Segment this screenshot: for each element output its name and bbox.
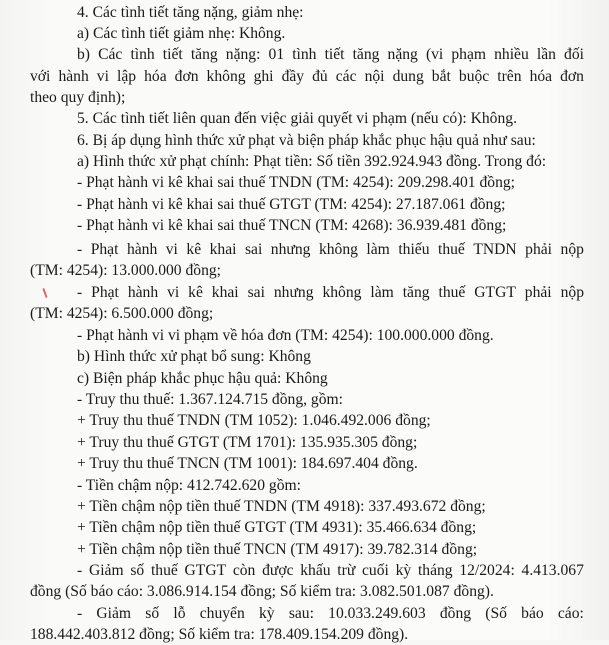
word: tháng <box>417 562 453 579</box>
word: các <box>335 68 357 85</box>
word: làm <box>366 241 390 258</box>
word: nhưng <box>270 241 311 258</box>
word: đơn <box>174 68 199 85</box>
word: nội <box>364 68 385 85</box>
word: 4.413.067 <box>521 562 584 579</box>
word: Các <box>98 46 123 63</box>
word: thuế <box>150 562 178 579</box>
word: được <box>262 562 294 579</box>
word: thuế <box>438 241 465 258</box>
word: - <box>77 284 83 301</box>
section-5-heading: 5. Các tình tiết liên quan đến việc giải quyết vi phạm (nếu có): Không. <box>77 110 517 127</box>
word: 12/2024: <box>459 562 515 579</box>
word: tiết <box>162 46 183 63</box>
word: đơn <box>560 68 584 85</box>
word: - <box>77 241 83 258</box>
late-payment-gtgt: + Tiền chậm nộp tiền thuế GTGT (TM 4931): 35.466.634 đồng; <box>77 519 477 536</box>
word: với <box>30 68 51 85</box>
word: b) <box>77 46 90 63</box>
word: thiếu <box>398 241 430 258</box>
penalty-item-no-increase-line-1 <box>77 283 584 303</box>
loss-carryforward-line-2: 188.442.403.812 đồng; Số kiểm tra: 178.409.154.209 đồng). <box>30 626 409 643</box>
tax-arrears-tndn: + Truy thu thuế TNDN (TM 1052): 1.046.492.006 đồng; <box>77 412 431 429</box>
word: nộp <box>560 241 584 258</box>
word: hành <box>127 284 159 301</box>
word: nhiều <box>494 46 529 63</box>
main-penalty: a) Hình thức xử phạt chính: Phạt tiền: Số tiền 392.924.943 đồng. Trong đó: <box>77 153 547 170</box>
word: tình <box>130 46 155 63</box>
word: chuyển <box>199 605 245 622</box>
penalty-item-gtgt: - Phạt hành vi kê khai sai thuế GTGT (TM: 4254): 27.187.061 đồng; <box>77 196 506 213</box>
word: kỳ <box>259 605 275 622</box>
word: lỗ <box>173 605 186 622</box>
vat-deduction-line-1 <box>77 561 584 581</box>
word: khai <box>209 241 237 258</box>
section-6-heading: 6. Bị áp dụng hình thức xử phạt và biện pháp khắc phục hậu quả như sau: <box>77 132 536 149</box>
word: đồng <box>439 605 472 622</box>
word: 01 <box>268 46 285 63</box>
penalty-item-tndn: - Phạt hành vi kê khai sai thuế TNDN (TM: 4254): 209.298.401 đồng; <box>77 174 516 191</box>
penalty-item-tncn: - Phạt hành vi kê khai sai thuế TNCN (TM: 4268): 36.939.481 đồng; <box>77 217 507 234</box>
word: đầy <box>281 68 305 85</box>
word: (Số <box>485 605 507 622</box>
word: nặng <box>387 46 418 63</box>
word: GTGT <box>474 284 516 301</box>
word: tăng <box>190 46 218 63</box>
word: không <box>318 241 358 258</box>
word: lần <box>536 46 556 63</box>
word: phải <box>524 284 552 301</box>
word: dung <box>392 68 424 85</box>
word: cuối <box>362 562 389 579</box>
loss-carryforward-line-1 <box>77 604 584 624</box>
pen-mark <box>42 288 47 298</box>
word: hành <box>58 68 89 85</box>
word: Phạt <box>91 284 119 301</box>
word: Phạt <box>90 241 119 258</box>
vat-deduction-line-2: đồng (Số báo cáo: 3.086.914.154 đồng; Số kiểm tra: 3.082.501.087 đồng). <box>30 583 494 600</box>
word: hóa <box>529 68 553 85</box>
word: sau: <box>288 605 314 622</box>
word: TNDN <box>473 241 517 258</box>
word: khai <box>211 284 239 301</box>
word: Giảm <box>88 562 124 579</box>
word: báo <box>521 605 544 622</box>
word: buộc <box>458 68 490 85</box>
word: 10.033.249.603 <box>328 605 426 622</box>
word: số <box>130 562 145 579</box>
word: còn <box>232 562 256 579</box>
section-4-heading: 4. Các tình tiết tăng nặng, giảm nhẹ: <box>77 4 304 21</box>
word: nặng: <box>225 46 261 63</box>
aggravating-circumstances-line-1 <box>77 45 584 65</box>
word: sai <box>247 284 265 301</box>
tax-arrears-total: - Truy thu thuế: 1.367.124.715 đồng, gồm: <box>77 391 343 408</box>
penalty-item-no-shortfall-line-1 <box>77 240 584 260</box>
word: sai <box>244 241 263 258</box>
word: tiết <box>324 46 345 63</box>
word: tăng <box>402 284 430 301</box>
mitigating-circumstances: a) Các tình tiết giảm nhẹ: Không. <box>77 25 286 42</box>
word: lập <box>116 68 137 85</box>
remedial-measures: c) Biện pháp khắc phục hậu quả: Không <box>77 370 328 387</box>
word: vi <box>165 241 178 258</box>
word: kỳ <box>395 562 412 579</box>
tax-arrears-tncn: + Truy thu thuế TNCN (TM 1001): 184.697.404 đồng. <box>77 455 418 472</box>
word: nộp <box>560 284 584 301</box>
edge-shadow <box>595 0 609 26</box>
word: phải <box>525 241 553 258</box>
word: tình <box>292 46 317 63</box>
word: tăng <box>352 46 380 63</box>
word: không <box>206 68 246 85</box>
word: (vi <box>425 46 444 63</box>
word: kê <box>186 241 202 258</box>
word: nhưng <box>273 284 314 301</box>
word: làm <box>370 284 394 301</box>
word: - <box>77 562 83 579</box>
word: GTGT <box>184 562 227 579</box>
additional-penalty: b) Hình thức xử phạt bổ sung: Không <box>77 348 311 365</box>
late-payment-tndn: + Tiền chậm nộp tiền thuế TNDN (TM 4918): 337.493.672 đồng; <box>77 498 486 515</box>
word: đủ <box>312 68 328 85</box>
word: số <box>145 605 160 622</box>
word: trừ <box>337 562 356 579</box>
word: bắt <box>431 68 451 85</box>
word: trên <box>497 68 522 85</box>
word: kê <box>188 284 203 301</box>
late-payment-total: - Tiền chậm nộp: 412.742.620 gồm: <box>77 477 301 494</box>
word: ghi <box>253 68 274 85</box>
aggravating-circumstances-line-3: theo quy định); <box>30 89 126 106</box>
penalty-item-no-increase-line-2: (TM: 4254): 6.500.000 đồng; <box>30 305 214 322</box>
tax-arrears-gtgt: + Truy thu thuế GTGT (TM 1701): 135.935.305 đồng; <box>77 434 418 451</box>
word: hành <box>126 241 158 258</box>
word: phạm <box>451 46 487 63</box>
aggravating-circumstances-line-2 <box>30 67 584 87</box>
word: - <box>77 605 83 622</box>
word: không <box>322 284 362 301</box>
word: hóa <box>144 68 167 85</box>
penalty-item-invoice: - Phạt hành vi vi phạm về hóa đơn (TM: 4254): 100.000.000 đồng. <box>77 327 494 344</box>
word: Giảm <box>96 605 132 622</box>
late-payment-tncn: + Tiền chậm nộp tiền thuế TNCN (TM 4917): 39.782.314 đồng; <box>77 541 478 558</box>
word: đối <box>564 46 584 63</box>
word: vi <box>96 68 109 85</box>
word: cáo: <box>557 605 584 622</box>
penalty-item-no-shortfall-line-2: (TM: 4254): 13.000.000 đồng; <box>30 262 222 279</box>
word: vi <box>167 284 180 301</box>
word: thuế <box>438 284 466 301</box>
word: khấu <box>300 562 331 579</box>
